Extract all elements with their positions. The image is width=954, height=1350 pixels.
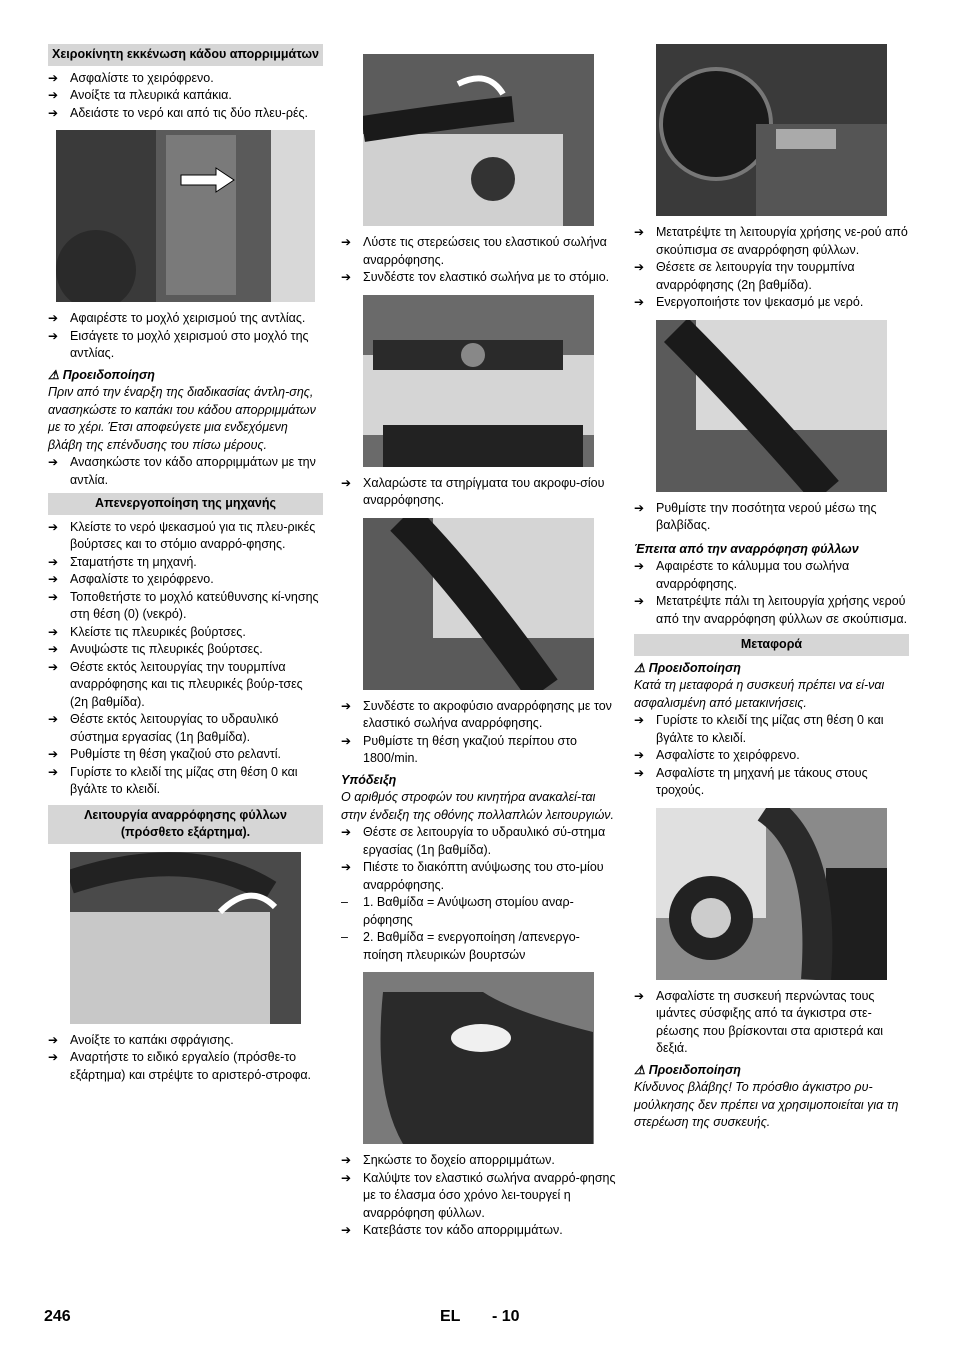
arrow-icon: ➔	[48, 328, 59, 343]
instruction-item	[48, 764, 323, 799]
instruction-text: Ασφαλίστε το χειρόφρενο.	[656, 748, 800, 762]
stage-text: 2. Βαθμίδα = ενεργοποίηση /απενεργο-ποίηση πλευρικών βουρτσών	[363, 930, 580, 962]
instruction-text: Κλείστε το νερό ψεκασμού για τις πλευ-ρικές βούρτσες και το στόμιο αναρρό-φησης.	[70, 519, 316, 551]
instruction-item	[341, 1170, 616, 1223]
instruction-text: Κατεβάστε τον κάδο απορριμμάτων.	[363, 1223, 563, 1237]
instruction-list	[634, 988, 909, 1058]
photo-graphic	[656, 44, 887, 216]
instruction-text: Ρυθμίστε τη θέση γκαζιού στο ρελαντί.	[70, 747, 282, 761]
arrow-icon: ➔	[48, 1032, 59, 1047]
instruction-text: Λύστε τις στερεώσεις του ελαστικού σωλήνα αναρρόφησης.	[363, 235, 607, 267]
instruction-item	[634, 593, 909, 628]
instruction-item	[341, 824, 616, 859]
arrow-icon: ➔	[341, 698, 352, 713]
instruction-item	[341, 475, 616, 510]
instruction-item	[48, 641, 323, 659]
arrow-icon: ➔	[341, 270, 352, 284]
arrow-icon: ➔	[48, 764, 59, 779]
section-heading-shutdown: Απενεργοποίηση της μηχανής	[48, 493, 323, 515]
photo-graphic	[363, 972, 594, 1144]
arrow-icon: ➔	[634, 225, 645, 239]
instruction-item	[341, 859, 616, 894]
instruction-text: Αφαιρέστε το μοχλό χειρισμού της αντλίας.	[70, 311, 306, 325]
arrow-icon: ➔	[634, 765, 645, 780]
instruction-item	[634, 765, 909, 800]
instruction-text: Θέσετε σε λειτουργία την τουρμπίνα αναρρόφησης (2η βαθμίδα).	[656, 260, 855, 292]
arrow-icon: ➔	[341, 733, 352, 748]
instruction-item	[634, 224, 909, 259]
instruction-item	[48, 70, 323, 88]
warning-title-text: Προειδοποίηση	[648, 1062, 741, 1077]
instruction-item	[634, 747, 909, 765]
instruction-item	[634, 712, 909, 747]
column-1	[48, 44, 323, 1084]
note-title: Υπόδειξη	[341, 772, 397, 787]
instruction-text: Γυρίστε το κλειδί της μίζας στη θέση 0 και βγάλτε το κλειδί.	[70, 764, 298, 796]
instruction-text: Ανοίξτε το καπάκι σφράγισης.	[70, 1032, 234, 1047]
instruction-text: Γυρίστε το κλειδί της μίζας στη θέση 0 και βγάλτε το κλειδί.	[656, 713, 884, 745]
instruction-item	[341, 234, 616, 269]
arrow-icon: ➔	[634, 713, 645, 727]
instruction-text: Ανυψώστε τις πλευρικές βούρτσες.	[70, 642, 263, 656]
instruction-list	[634, 712, 909, 800]
instruction-list	[341, 824, 616, 894]
instruction-list	[634, 558, 909, 628]
instruction-text: Σηκώστε το δοχείο απορριμμάτων.	[363, 1153, 555, 1167]
arrow-icon: ➔	[634, 295, 645, 309]
section-heading-transport: Μεταφορά	[634, 634, 909, 656]
instruction-list	[341, 475, 616, 510]
section-heading-manual-emptying: Χειροκίνητη εκκένωση κάδου απορριμμάτων	[48, 44, 323, 66]
instruction-item	[341, 269, 616, 287]
photo-nozzle-brackets	[363, 295, 594, 467]
stage-list	[341, 894, 616, 964]
arrow-icon: ➔	[341, 1223, 352, 1237]
arrow-icon: ➔	[341, 235, 352, 249]
instruction-text: Συνδέστε το ακροφύσιο αναρρόφησης με τον ελαστικό σωλήνα αναρρόφησης.	[363, 698, 612, 730]
arrow-icon: ➔	[48, 70, 59, 85]
instruction-item	[48, 454, 323, 489]
instruction-list	[48, 519, 323, 799]
warning-title-text: Προειδοποίηση	[648, 660, 741, 675]
arrow-icon: ➔	[48, 642, 59, 656]
instruction-item	[48, 105, 323, 123]
instruction-text: Χαλαρώστε τα στηρίγματα του ακροφυ-σίου αναρρόφησης.	[363, 475, 605, 507]
instruction-text: Αναρτήστε το ειδικό εργαλείο (πρόσθε-το εξάρτημα) και στρέψτε το αριστερό-στροφα.	[70, 1050, 312, 1082]
instruction-text: Ασφαλίστε το χειρόφρενο.	[70, 70, 214, 85]
photo-water-valve	[656, 44, 887, 216]
instruction-text: Εισάγετε το μοχλό χειρισμού στο μοχλό της αντλίας.	[70, 328, 309, 360]
photo-seal-cover	[70, 852, 301, 1024]
photo-graphic	[56, 130, 315, 302]
instruction-text: Μετατρέψτε τη λειτουργία χρήσης νε-ρού από σκούπισμα σε αναρρόφηση φύλλων.	[656, 225, 908, 257]
photo-graphic	[656, 808, 887, 980]
dash-icon: –	[341, 895, 348, 909]
instruction-list	[48, 454, 323, 489]
stage-item	[341, 894, 616, 929]
arrow-icon: ➔	[634, 559, 645, 573]
instruction-item	[48, 87, 323, 105]
instruction-text: Ασφαλίστε τη συσκευή περνώντας τους ιμάντες σύσφιξης από τα άγκιστρα στε-ρέωσης που βρίσκονται στα αριστερά και δεξιά.	[656, 988, 884, 1055]
instruction-text: Ρυθμίστε τη θέση γκαζιού περίπου στο 1800/min.	[363, 733, 577, 765]
instruction-list	[48, 310, 323, 363]
arrow-icon: ➔	[634, 594, 645, 608]
instruction-item	[634, 259, 909, 294]
instruction-text: Ασφαλίστε τη μηχανή με τάκους στους τροχούς.	[656, 765, 868, 797]
arrow-icon: ➔	[341, 1170, 352, 1185]
instruction-item	[48, 554, 323, 572]
instruction-text: Τοποθετήστε το μοχλό κατεύθυνσης κί-νησης στη θέση (0) (νεκρό).	[70, 589, 319, 621]
instruction-list	[48, 1032, 323, 1085]
instruction-item	[48, 624, 323, 642]
arrow-icon: ➔	[48, 747, 59, 761]
instruction-list	[341, 234, 616, 287]
note-text: Ο αριθμός στροφών του κινητήρα ανακαλεί-ται στην ένδειξη της οθόνης πολλαπλών λειτουργιών.	[341, 790, 615, 822]
section-heading-leaf-suction: Λειτουργία αναρρόφησης φύλλων (πρόσθετο εξάρτημα).	[48, 805, 323, 844]
instruction-item	[48, 1049, 323, 1084]
instruction-item	[48, 746, 323, 764]
photo-graphic	[363, 295, 594, 467]
instruction-list	[341, 1152, 616, 1240]
instruction-list	[341, 698, 616, 768]
instruction-text: Ανοίξτε τα πλευρικά καπάκια.	[70, 88, 232, 102]
warning-text: Κατά τη μεταφορά η συσκευή πρέπει να εί-ναι ασφαλισμένη από μετακινήσεις.	[634, 678, 885, 710]
photo-graphic	[70, 852, 301, 1024]
photo-valve-adjust	[656, 320, 887, 492]
photo-suction-hose-top	[363, 54, 594, 226]
warning-text: Κίνδυνος βλάβης! Το πρόσθιο άγκιστρο ρυ-μούλκησης δεν πρέπει να χρησιμοποιείται για τη στερέωση της συσκευής.	[634, 1080, 899, 1129]
instruction-item	[48, 711, 323, 746]
instruction-item	[634, 558, 909, 593]
subheading-after-leaf-suction: Έπειτα από την αναρρόφηση φύλλων	[634, 541, 859, 556]
arrow-icon: ➔	[634, 500, 645, 515]
instruction-text: Σταματήστε τη μηχανή.	[70, 554, 197, 569]
arrow-icon: ➔	[48, 624, 59, 639]
photo-tie-down-hook	[656, 808, 887, 980]
instruction-item	[48, 328, 323, 363]
arrow-icon: ➔	[48, 1050, 59, 1064]
instruction-text: Θέστε εκτός λειτουργίας το υδραυλικό σύστημα εργασίας (1η βαθμίδα).	[70, 712, 279, 744]
instruction-item	[634, 500, 909, 535]
arrow-icon: ➔	[634, 748, 645, 762]
warning-title-text: Προειδοποίηση	[62, 367, 155, 382]
instruction-text: Κλείστε τις πλευρικές βούρτσες.	[70, 624, 246, 639]
section-page: - 10	[492, 1308, 520, 1325]
instruction-text: Θέστε σε λειτουργία το υδραυλικό σύ-στημα εργασίας (1η βαθμίδα).	[363, 825, 606, 857]
stage-item	[341, 929, 616, 964]
instruction-item	[48, 659, 323, 712]
photo-pump-lever	[56, 130, 315, 302]
page-number: 246	[44, 1308, 71, 1325]
instruction-item	[48, 589, 323, 624]
instruction-item	[48, 571, 323, 589]
warning-title: ⚠ Προειδοποίηση	[634, 660, 741, 675]
photo-graphic	[363, 54, 594, 226]
arrow-icon: ➔	[341, 1153, 352, 1167]
photo-nozzle-connection	[363, 518, 594, 690]
warning-title: ⚠ Προειδοποίηση	[48, 367, 155, 382]
arrow-icon: ➔	[48, 589, 59, 604]
instruction-item	[48, 519, 323, 554]
instruction-text: Συνδέστε τον ελαστικό σωλήνα με το στόμιο.	[363, 270, 610, 284]
instruction-text: Ανασηκώστε τον κάδο απορριμμάτων με την αντλία.	[70, 455, 316, 487]
arrow-icon: ➔	[341, 475, 352, 490]
instruction-item	[341, 698, 616, 733]
photo-graphic	[656, 320, 887, 492]
arrow-icon: ➔	[48, 105, 59, 120]
photo-container-plate	[363, 972, 594, 1144]
instruction-item	[341, 1222, 616, 1240]
instruction-item	[634, 294, 909, 312]
column-2	[341, 44, 616, 1240]
instruction-text: Ενεργοποιήστε τον ψεκασμό με νερό.	[656, 295, 864, 309]
instruction-text: Αδειάστε το νερό και από τις δύο πλευ-ρές.	[70, 105, 309, 120]
arrow-icon: ➔	[341, 860, 352, 874]
arrow-icon: ➔	[341, 825, 352, 839]
arrow-icon: ➔	[48, 659, 59, 674]
language-code: EL	[440, 1308, 461, 1325]
warning-text: Πριν από την έναρξη της διαδικασίας άντλη-σης, ανασηκώστε το καπάκι του κάδου απορριμμάτων με το χέρι. Έτσι αποφεύγετε μια ενδεχόμενη βλάβη της επένδυσης του πίσω μέρους.	[48, 385, 316, 452]
instruction-item	[48, 1032, 323, 1050]
dash-icon: –	[341, 930, 348, 944]
arrow-icon: ➔	[634, 260, 645, 274]
arrow-icon: ➔	[48, 519, 59, 534]
instruction-item	[341, 1152, 616, 1170]
instruction-text: Ασφαλίστε το χειρόφρενο.	[70, 572, 214, 586]
arrow-icon: ➔	[48, 554, 59, 569]
arrow-icon: ➔	[48, 88, 59, 102]
arrow-icon: ➔	[634, 988, 645, 1003]
arrow-icon: ➔	[48, 311, 59, 325]
instruction-text: Ρυθμίστε την ποσότητα νερού μέσω της βαλβίδας.	[656, 500, 877, 532]
instruction-list	[48, 70, 323, 123]
instruction-text: Θέστε εκτός λειτουργίας την τουρμπίνα αναρρόφησης και τις πλευρικές βούρ-τσες (2η βαθμίδα).	[70, 659, 303, 709]
instruction-text: Πιέστε το διακόπτη ανύψωσης του στο-μίου αναρρόφησης.	[363, 860, 604, 892]
photo-graphic	[363, 518, 594, 690]
column-3	[634, 44, 909, 1132]
instruction-text: Αφαιρέστε το κάλυμμα του σωλήνα αναρρόφησης.	[656, 559, 850, 591]
warning-title: ⚠ Προειδοποίηση	[634, 1062, 741, 1077]
arrow-icon: ➔	[48, 572, 59, 586]
instruction-item	[634, 988, 909, 1058]
arrow-icon: ➔	[48, 712, 59, 726]
instruction-list	[634, 500, 909, 535]
instruction-text: Μετατρέψτε πάλι τη λειτουργία χρήσης νερού από την αναρρόφηση φύλλων σε σκούπισμα.	[656, 594, 908, 626]
instruction-item	[341, 733, 616, 768]
arrow-icon: ➔	[48, 455, 59, 469]
instruction-list	[634, 224, 909, 312]
instruction-text: Καλύψτε τον ελαστικό σωλήνα αναρρό-φησης με το έλασμα όσο χρόνο λει-τουργεί η αναρρόφηση φύλλων.	[363, 1170, 616, 1220]
instruction-item	[48, 310, 323, 328]
stage-text: 1. Βαθμίδα = Ανύψωση στομίου αναρ-ρόφησης	[363, 895, 574, 927]
